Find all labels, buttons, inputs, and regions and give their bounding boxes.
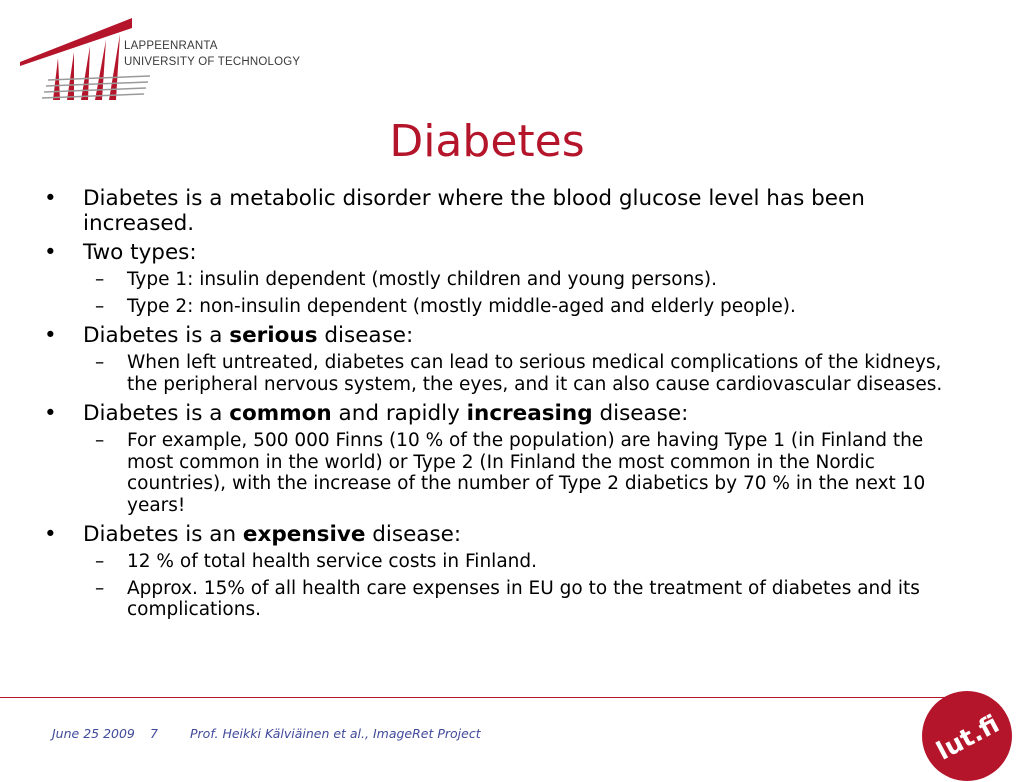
- sub-item: – Type 1: insulin dependent (mostly children and young persons).: [83, 269, 964, 291]
- bullet-3-emphasis: serious: [229, 323, 318, 348]
- bullet-1: [44, 186, 964, 236]
- bullet-3-subitems: [44, 352, 964, 395]
- bullet-5-subitems: [44, 551, 964, 621]
- bullet-2-subitems: [44, 269, 964, 317]
- slide-title: Diabetes: [389, 116, 585, 167]
- bullet-1-text: Diabetes is a metabolic disorder where the blood glucose level has been increased.: [83, 186, 865, 236]
- footer-divider: [0, 697, 948, 698]
- lut-fi-seal: [921, 690, 1013, 782]
- seal-text: lut.fi: [931, 708, 1004, 766]
- bullet-4-emphasis: common: [229, 401, 332, 426]
- footer-date: June 25 2009: [52, 726, 135, 741]
- bullet-4-subitems: [44, 430, 964, 516]
- bullet-3: [44, 323, 964, 348]
- sub-item: – For example, 500 000 Finns (10 % of the population) are having Type 1 (in Finland the most common in the world) or Type 2 (In Finland the most common in the Nordic countries), with the increase of the number of Type 2 diabetics by 70 % in the next 10 years!: [83, 430, 964, 516]
- logo-line-2: UNIVERSITY OF TECHNOLOGY: [124, 56, 301, 68]
- university-logo: [20, 18, 300, 104]
- bullet-2: [44, 240, 964, 265]
- sub-item: – Type 2: non-insulin dependent (mostly middle-aged and elderly people).: [83, 296, 964, 318]
- bullet-4-emphasis-2: increasing: [466, 401, 593, 426]
- sub-item: – When left untreated, diabetes can lead to serious medical complications of the kidneys, the peripheral nervous system, the eyes, and it can also cause cardiovascular diseases.: [83, 352, 964, 395]
- sub-item: – 12 % of total health service costs in Finland.: [83, 551, 964, 573]
- bullet-4-text-mid: and rapidly: [331, 401, 467, 426]
- footer-page-number: 7: [150, 726, 158, 741]
- bullet-5: [44, 522, 964, 547]
- bullet-4-text-end: disease:: [592, 401, 689, 426]
- logo-line-1: LAPPEENRANTA: [124, 40, 218, 52]
- bullet-3-text: Diabetes is a: [83, 323, 230, 348]
- logo-text: [124, 38, 300, 70]
- sub-item: – Approx. 15% of all health care expenses in EU go to the treatment of diabetes and its complications.: [83, 578, 964, 621]
- bullet-3-text-end: disease:: [317, 323, 414, 348]
- bullet-5-text-end: disease:: [365, 522, 462, 547]
- bullet-2-text: Two types:: [83, 240, 197, 265]
- bullet-4-text: Diabetes is a: [83, 401, 230, 426]
- bullet-4: [44, 401, 964, 426]
- bullet-5-emphasis: expensive: [242, 522, 366, 547]
- footer-author: Prof. Heikki Kälviäinen et al., ImageRet Project: [190, 726, 481, 741]
- bullet-5-text: Diabetes is an: [83, 522, 243, 547]
- slide-content: [44, 186, 964, 627]
